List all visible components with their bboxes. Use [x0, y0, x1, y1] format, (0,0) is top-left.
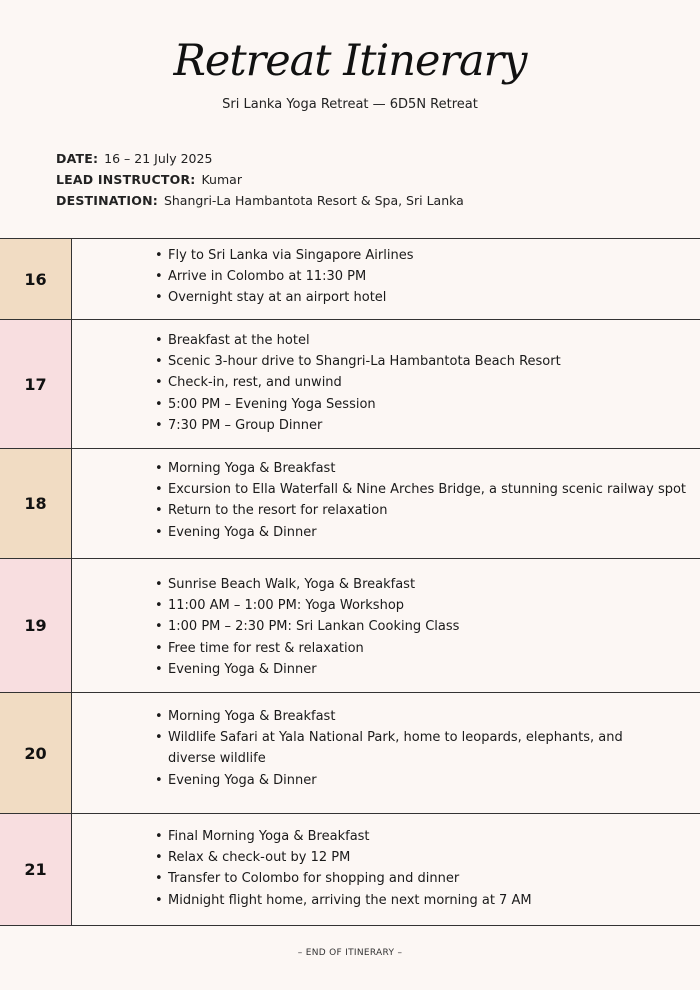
- instructor-value: Kumar: [201, 172, 242, 187]
- itinerary-row: [0, 693, 700, 814]
- page-title: Retreat Itinerary: [173, 36, 527, 86]
- activity-item: • Transfer to Colombo for shopping and dinner: [168, 868, 676, 889]
- activity-item: • Wildlife Safari at Yala National Park, home to leopards, elephants, and diverse wildlife: [168, 727, 640, 769]
- activity-item: • 11:00 AM – 1:00 PM: Yoga Workshop: [168, 595, 676, 616]
- activity-item: • Overnight stay at an airport hotel: [168, 287, 676, 308]
- day-number: 17: [0, 320, 72, 448]
- page-subtitle: Sri Lanka Yoga Retreat — 6D5N Retreat: [222, 97, 478, 112]
- activity-list: [72, 320, 700, 448]
- date-value: 16 – 21 July 2025: [104, 151, 213, 166]
- end-of-itinerary-note: – END OF ITINERARY –: [297, 948, 403, 958]
- activity-item: • Breakfast at the hotel: [168, 330, 676, 351]
- activity-item: • 5:00 PM – Evening Yoga Session: [168, 394, 676, 415]
- activity-item: • Midnight flight home, arriving the next morning at 7 AM: [168, 890, 676, 911]
- itinerary-row: [0, 559, 700, 693]
- date-label: DATE:: [56, 151, 99, 166]
- activity-item: • Fly to Sri Lanka via Singapore Airlines: [168, 245, 676, 266]
- activity-item: • Evening Yoga & Dinner: [168, 770, 640, 791]
- activity-list: [72, 449, 700, 558]
- activity-item: • Evening Yoga & Dinner: [168, 659, 676, 680]
- activity-item: • Morning Yoga & Breakfast: [168, 706, 640, 727]
- day-number: 20: [0, 693, 72, 813]
- instructor-label: LEAD INSTRUCTOR:: [56, 172, 196, 187]
- activity-list: [72, 559, 700, 692]
- itinerary-row: [0, 449, 700, 559]
- instructor-line: [56, 169, 464, 190]
- activity-item: • Scenic 3-hour drive to Shangri-La Hambantota Beach Resort: [168, 351, 676, 372]
- activity-list: [72, 693, 700, 813]
- activity-item: • Check-in, rest, and unwind: [168, 372, 676, 393]
- itinerary-row: [0, 320, 700, 449]
- destination-value: Shangri-La Hambantota Resort & Spa, Sri Lanka: [163, 193, 464, 208]
- activity-item: • Morning Yoga & Breakfast: [168, 458, 692, 479]
- activity-item: • 7:30 PM – Group Dinner: [168, 415, 676, 436]
- activity-list: [72, 814, 700, 925]
- itinerary-row: [0, 239, 700, 320]
- activity-list: [72, 239, 700, 319]
- itinerary-table: [0, 238, 700, 926]
- destination-line: [56, 190, 464, 211]
- retreat-details: [56, 148, 464, 211]
- itinerary-row: [0, 814, 700, 926]
- destination-label: DESTINATION:: [56, 193, 158, 208]
- activity-item: • Arrive in Colombo at 11:30 PM: [168, 266, 676, 287]
- activity-item: • Evening Yoga & Dinner: [168, 522, 692, 543]
- activity-item: • Excursion to Ella Waterfall & Nine Arches Bridge, a stunning scenic railway spot: [168, 479, 692, 500]
- day-number: 18: [0, 449, 72, 558]
- activity-item: • Final Morning Yoga & Breakfast: [168, 826, 676, 847]
- activity-item: • 1:00 PM – 2:30 PM: Sri Lankan Cooking Class: [168, 616, 676, 637]
- activity-item: • Return to the resort for relaxation: [168, 500, 692, 521]
- day-number: 21: [0, 814, 72, 925]
- day-number: 19: [0, 559, 72, 692]
- activity-item: • Relax & check-out by 12 PM: [168, 847, 676, 868]
- activity-item: • Free time for rest & relaxation: [168, 638, 676, 659]
- activity-item: • Sunrise Beach Walk, Yoga & Breakfast: [168, 574, 676, 595]
- date-line: [56, 148, 464, 169]
- day-number: 16: [0, 239, 72, 319]
